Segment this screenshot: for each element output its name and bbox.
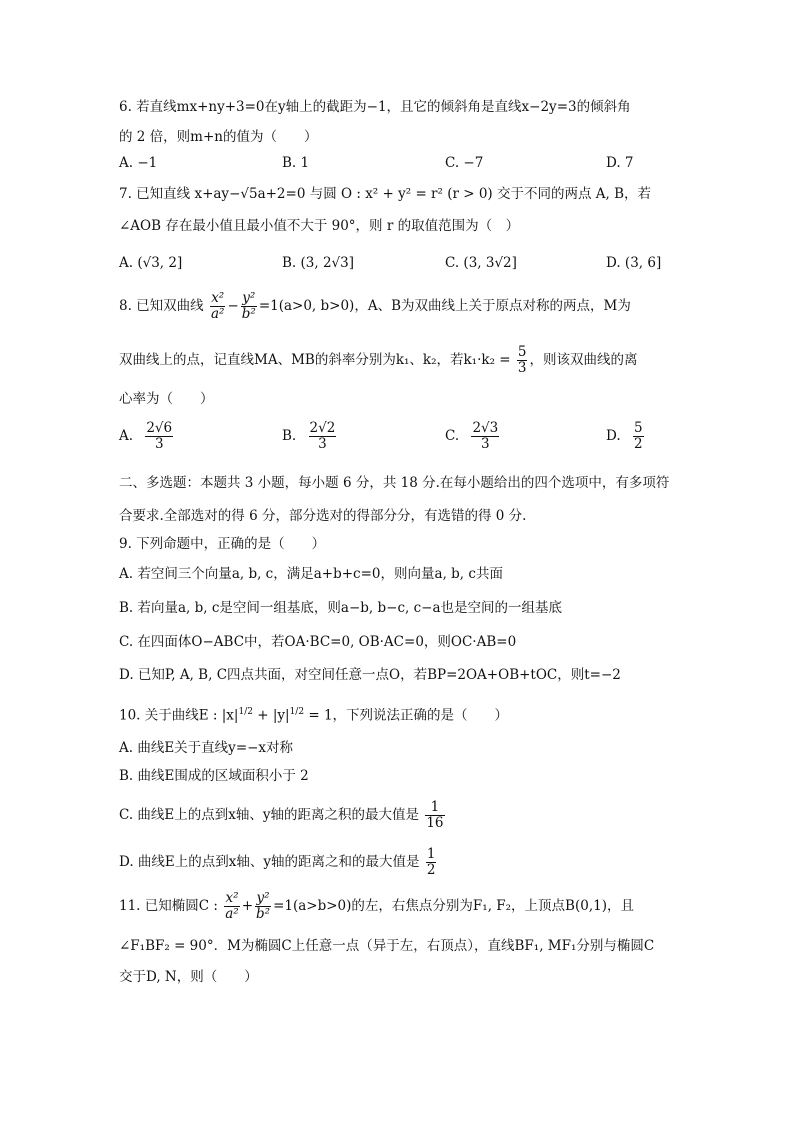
q8-line2: 双曲线上的点，记直线MA、MB的斜率分别为k₁、k₂，若k₁·k₂ = $\frac{5}{3}$ ，则该双曲线的离 [119,344,638,376]
q6-line2: 的 2 倍，则m+n的值为（ ） [119,129,318,145]
q10-stem: 10. 关于曲线E : $|x|^{1/2} + |y|^{1/2} = 1$，下列说法正确的是（ ） [119,707,509,724]
q8-line1: 8. 已知双曲线 $\frac{\text{x²}}{\text{a²}}$ − $\frac{\text{y²}}{\text{b²}}$ =1(a>0, b>0)，A、B为双曲线上关于原点对称的两点，M为 [119,290,631,322]
section-2-instructions: 合要求.全部选对的得 6 分，部分选对的得部分分，有选错的得 0 分. [119,508,527,524]
q7-line1: 7. 已知直线 x+ay−√5a+2=0 与圆 O : x² + y² = r² (r > 0) 交于不同的两点 A, B，若 [119,186,652,202]
fraction: $\frac{1}{2}$ [426,846,436,878]
q9-option-c: C. 在四面体O−ABC中，若OA·BC=0, OB·AC=0，则OC·AB=0 [119,634,517,650]
fraction: $\frac{\text{x²}}{\text{a²}}$ [225,890,239,922]
fraction: $\frac{\text{y²}}{\text{b²}}$ [256,890,271,922]
q6-line1: 6. 若直线mx+ny+3=0在y轴上的截距为−1，且它的倾斜角是直线x−2y=3的倾斜角 [119,99,631,115]
q6-option-c: C. −7 [445,155,484,171]
q9-option-d: D. 已知P, A, B, C四点共面，对空间任意一点O，若BP=2OA+OB+tOC，则t=−2 [119,667,621,683]
q9-stem: 9. 下列命题中，正确的是（ ） [119,536,326,552]
q11-line3: 交于D, N，则（ ） [119,969,258,985]
q11-line2: ∠F₁BF₂ = 90°．M为椭圆C上任意一点（异于左，右顶点），直线BF₁, MF₁分别与椭圆C [119,938,655,954]
q6-option-b: B. 1 [282,155,310,171]
fraction: $\frac{1}{16}$ [426,799,444,831]
q7-option-c: C. (3, 3√2] [445,255,517,271]
q11-line1: 11. 已知椭圆C : $\frac{\text{x²}}{\text{a²}}$ + $\frac{\text{y²}}{\text{b²}}$ =1(a>b>0)的左，右焦点分别为F₁, F₂，上顶点B(0,1)，且 [119,890,634,922]
q7-line2: ∠AOB 存在最小值且最小值不大于 90°，则 r 的取值范围为（ ） [119,218,520,234]
section-2-heading: 二、多选题：本题共 3 小题，每小题 6 分，共 18 分.在每小题给出的四个选项中，有多项符 [119,475,670,491]
q9-option-a: A. 若空间三个向量a, b, c，满足a+b+c=0，则向量a, b, c共面 [119,566,503,582]
fraction: $\frac{\text{y²}}{\text{b²}}$ [241,290,256,322]
q8-option-c: C. $\frac{2√3}{3}$ [445,420,499,452]
q10-option-c: C. 曲线E上的点到x轴、y轴的距离之积的最大值是 $\frac{1}{16}$ [119,799,444,831]
q10-option-d: D. 曲线E上的点到x轴、y轴的距离之和的最大值是 $\frac{1}{2}$ [119,846,436,878]
fraction: $\frac{5}{3}$ [517,344,527,376]
q8-option-b: B. $\frac{2√2}{3}$ [282,420,336,452]
q8-option-a: A. $\frac{2√6}{3}$ [119,420,173,452]
q10-option-b: B. 曲线E围成的区域面积小于 2 [119,768,309,784]
q9-option-b: B. 若向量a, b, c是空间一组基底，则a−b, b−c, c−a也是空间的一组基底 [119,600,563,616]
fraction: $\frac{\text{x²}}{\text{a²}}$ [210,290,225,322]
q7-option-a: A. (√3, 2] [119,255,183,271]
q8-line3: 心率为（ ） [119,391,214,407]
q10-option-a: A. 曲线E关于直线y=−x对称 [119,740,294,756]
q8-option-d: D. $\frac{5}{2}$ [606,420,643,452]
q6-option-d: D. 7 [606,155,634,171]
q7-option-d: D. (3, 6] [606,255,662,271]
q7-option-b: B. (3, 2√3] [282,255,354,271]
q6-option-a: A. −1 [119,155,158,171]
